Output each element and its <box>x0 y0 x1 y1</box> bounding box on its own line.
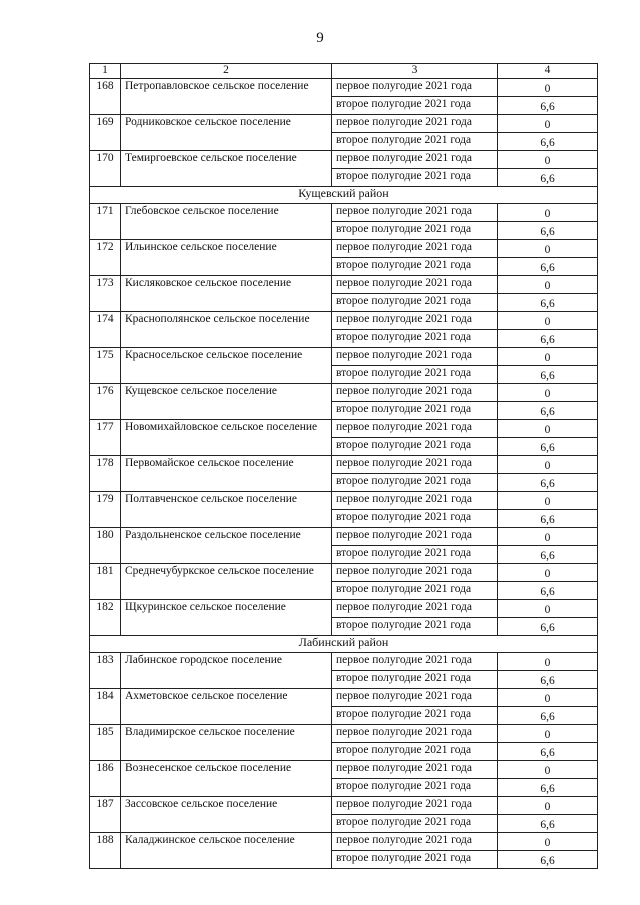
row-number: 170 <box>90 151 121 187</box>
settlement-name: Щкуринское сельское поселение <box>121 600 332 636</box>
value-first-half: 0 <box>498 348 598 366</box>
period-first-half: первое полугодие 2021 года <box>332 564 498 582</box>
period-second-half: второе полугодие 2021 года <box>332 330 498 348</box>
row-number: 168 <box>90 79 121 115</box>
value-second-half: 6,6 <box>498 133 598 151</box>
table-row <box>90 115 598 133</box>
value-first-half: 0 <box>498 761 598 779</box>
period-first-half: первое полугодие 2021 года <box>332 115 498 133</box>
district-header-row <box>90 636 598 653</box>
settlement-name: Полтавченское сельское поселение <box>121 492 332 528</box>
period-second-half: второе полугодие 2021 года <box>332 402 498 420</box>
period-first-half: первое полугодие 2021 года <box>332 348 498 366</box>
table-row <box>90 564 598 582</box>
period-second-half: второе полугодие 2021 года <box>332 779 498 797</box>
value-first-half: 0 <box>498 115 598 133</box>
value-second-half: 6,6 <box>498 402 598 420</box>
row-number: 183 <box>90 653 121 689</box>
tariff-table <box>89 63 598 869</box>
period-second-half: второе полугодие 2021 года <box>332 169 498 187</box>
value-second-half: 6,6 <box>498 294 598 312</box>
settlement-name: Лабинское городское поселение <box>121 653 332 689</box>
value-second-half: 6,6 <box>498 779 598 797</box>
period-first-half: первое полугодие 2021 года <box>332 761 498 779</box>
period-first-half: первое полугодие 2021 года <box>332 833 498 851</box>
settlement-name: Петропавловское сельское поселение <box>121 79 332 115</box>
period-second-half: второе полугодие 2021 года <box>332 510 498 528</box>
value-second-half: 6,6 <box>498 546 598 564</box>
table-row <box>90 79 598 97</box>
period-second-half: второе полугодие 2021 года <box>332 438 498 456</box>
settlement-name: Владимирское сельское поселение <box>121 725 332 761</box>
value-second-half: 6,6 <box>498 582 598 600</box>
table-row <box>90 204 598 222</box>
table-row <box>90 240 598 258</box>
period-first-half: первое полугодие 2021 года <box>332 276 498 294</box>
period-first-half: первое полугодие 2021 года <box>332 240 498 258</box>
settlement-name: Глебовское сельское поселение <box>121 204 332 240</box>
value-second-half: 6,6 <box>498 618 598 636</box>
period-second-half: второе полугодие 2021 года <box>332 546 498 564</box>
district-name: Кущевский район <box>90 187 598 204</box>
table-row <box>90 492 598 510</box>
value-first-half: 0 <box>498 797 598 815</box>
settlement-name: Ахметовское сельское поселение <box>121 689 332 725</box>
header-cell: 1 <box>90 64 121 79</box>
table-row <box>90 689 598 707</box>
period-first-half: первое полугодие 2021 года <box>332 456 498 474</box>
header-cell: 3 <box>332 64 498 79</box>
table-row <box>90 528 598 546</box>
table-row <box>90 276 598 294</box>
table-row <box>90 725 598 743</box>
row-number: 178 <box>90 456 121 492</box>
period-second-half: второе полугодие 2021 года <box>332 743 498 761</box>
table-row <box>90 833 598 851</box>
period-first-half: первое полугодие 2021 года <box>332 420 498 438</box>
period-second-half: второе полугодие 2021 года <box>332 671 498 689</box>
row-number: 173 <box>90 276 121 312</box>
table-row <box>90 600 598 618</box>
table-row <box>90 312 598 330</box>
value-first-half: 0 <box>498 79 598 97</box>
value-second-half: 6,6 <box>498 743 598 761</box>
settlement-name: Красносельское сельское поселение <box>121 348 332 384</box>
table-row <box>90 797 598 815</box>
row-number: 169 <box>90 115 121 151</box>
settlement-name: Темиргоевское сельское поселение <box>121 151 332 187</box>
value-second-half: 6,6 <box>498 222 598 240</box>
value-first-half: 0 <box>498 528 598 546</box>
value-first-half: 0 <box>498 204 598 222</box>
value-second-half: 6,6 <box>498 707 598 725</box>
period-second-half: второе полугодие 2021 года <box>332 851 498 869</box>
row-number: 175 <box>90 348 121 384</box>
row-number: 184 <box>90 689 121 725</box>
settlement-name: Первомайское сельское поселение <box>121 456 332 492</box>
settlement-name: Кущевское сельское поселение <box>121 384 332 420</box>
settlement-name: Каладжинское сельское поселение <box>121 833 332 869</box>
period-first-half: первое полугодие 2021 года <box>332 151 498 169</box>
period-second-half: второе полугодие 2021 года <box>332 582 498 600</box>
value-first-half: 0 <box>498 833 598 851</box>
period-second-half: второе полугодие 2021 года <box>332 815 498 833</box>
row-number: 174 <box>90 312 121 348</box>
period-second-half: второе полугодие 2021 года <box>332 707 498 725</box>
table-row <box>90 384 598 402</box>
row-number: 176 <box>90 384 121 420</box>
settlement-name: Зассовское сельское поселение <box>121 797 332 833</box>
value-first-half: 0 <box>498 564 598 582</box>
settlement-name: Раздольненское сельское поселение <box>121 528 332 564</box>
period-second-half: второе полугодие 2021 года <box>332 294 498 312</box>
settlement-name: Ильинское сельское поселение <box>121 240 332 276</box>
value-second-half: 6,6 <box>498 169 598 187</box>
value-second-half: 6,6 <box>498 815 598 833</box>
table-row <box>90 456 598 474</box>
period-first-half: первое полугодие 2021 года <box>332 312 498 330</box>
row-number: 177 <box>90 420 121 456</box>
period-second-half: второе полугодие 2021 года <box>332 618 498 636</box>
table-row <box>90 653 598 671</box>
value-first-half: 0 <box>498 312 598 330</box>
value-first-half: 0 <box>498 653 598 671</box>
district-name: Лабинский район <box>90 636 598 653</box>
period-second-half: второе полугодие 2021 года <box>332 474 498 492</box>
district-header-row <box>90 187 598 204</box>
row-number: 182 <box>90 600 121 636</box>
value-first-half: 0 <box>498 456 598 474</box>
value-first-half: 0 <box>498 240 598 258</box>
value-second-half: 6,6 <box>498 671 598 689</box>
table-row <box>90 761 598 779</box>
value-second-half: 6,6 <box>498 438 598 456</box>
settlement-name: Вознесенское сельское поселение <box>121 761 332 797</box>
settlement-name: Среднечубуркское сельское поселение <box>121 564 332 600</box>
settlement-name: Родниковское сельское поселение <box>121 115 332 151</box>
value-second-half: 6,6 <box>498 510 598 528</box>
header-cell: 2 <box>121 64 332 79</box>
period-second-half: второе полугодие 2021 года <box>332 366 498 384</box>
settlement-name: Кисляковское сельское поселение <box>121 276 332 312</box>
period-first-half: первое полугодие 2021 года <box>332 653 498 671</box>
period-second-half: второе полугодие 2021 года <box>332 222 498 240</box>
table-header-row <box>90 64 598 79</box>
row-number: 185 <box>90 725 121 761</box>
page-number: 9 <box>316 30 324 46</box>
value-first-half: 0 <box>498 725 598 743</box>
value-second-half: 6,6 <box>498 851 598 869</box>
period-first-half: первое полугодие 2021 года <box>332 797 498 815</box>
value-second-half: 6,6 <box>498 258 598 276</box>
period-second-half: второе полугодие 2021 года <box>332 97 498 115</box>
value-first-half: 0 <box>498 384 598 402</box>
row-number: 188 <box>90 833 121 869</box>
value-second-half: 6,6 <box>498 97 598 115</box>
period-first-half: первое полугодие 2021 года <box>332 492 498 510</box>
row-number: 181 <box>90 564 121 600</box>
period-second-half: второе полугодие 2021 года <box>332 258 498 276</box>
period-first-half: первое полугодие 2021 года <box>332 79 498 97</box>
value-first-half: 0 <box>498 276 598 294</box>
row-number: 179 <box>90 492 121 528</box>
table-row <box>90 348 598 366</box>
settlement-name: Новомихайловское сельское поселение <box>121 420 332 456</box>
value-second-half: 6,6 <box>498 366 598 384</box>
period-second-half: второе полугодие 2021 года <box>332 133 498 151</box>
row-number: 172 <box>90 240 121 276</box>
period-first-half: первое полугодие 2021 года <box>332 384 498 402</box>
value-first-half: 0 <box>498 151 598 169</box>
row-number: 187 <box>90 797 121 833</box>
value-second-half: 6,6 <box>498 474 598 492</box>
period-first-half: первое полугодие 2021 года <box>332 204 498 222</box>
header-cell: 4 <box>498 64 598 79</box>
period-first-half: первое полугодие 2021 года <box>332 600 498 618</box>
table-row <box>90 151 598 169</box>
table-row <box>90 420 598 438</box>
period-first-half: первое полугодие 2021 года <box>332 725 498 743</box>
value-first-half: 0 <box>498 420 598 438</box>
value-first-half: 0 <box>498 600 598 618</box>
row-number: 180 <box>90 528 121 564</box>
value-first-half: 0 <box>498 492 598 510</box>
settlement-name: Краснополянское сельское поселение <box>121 312 332 348</box>
row-number: 186 <box>90 761 121 797</box>
period-first-half: первое полугодие 2021 года <box>332 528 498 546</box>
row-number: 171 <box>90 204 121 240</box>
value-first-half: 0 <box>498 689 598 707</box>
value-second-half: 6,6 <box>498 330 598 348</box>
period-first-half: первое полугодие 2021 года <box>332 689 498 707</box>
